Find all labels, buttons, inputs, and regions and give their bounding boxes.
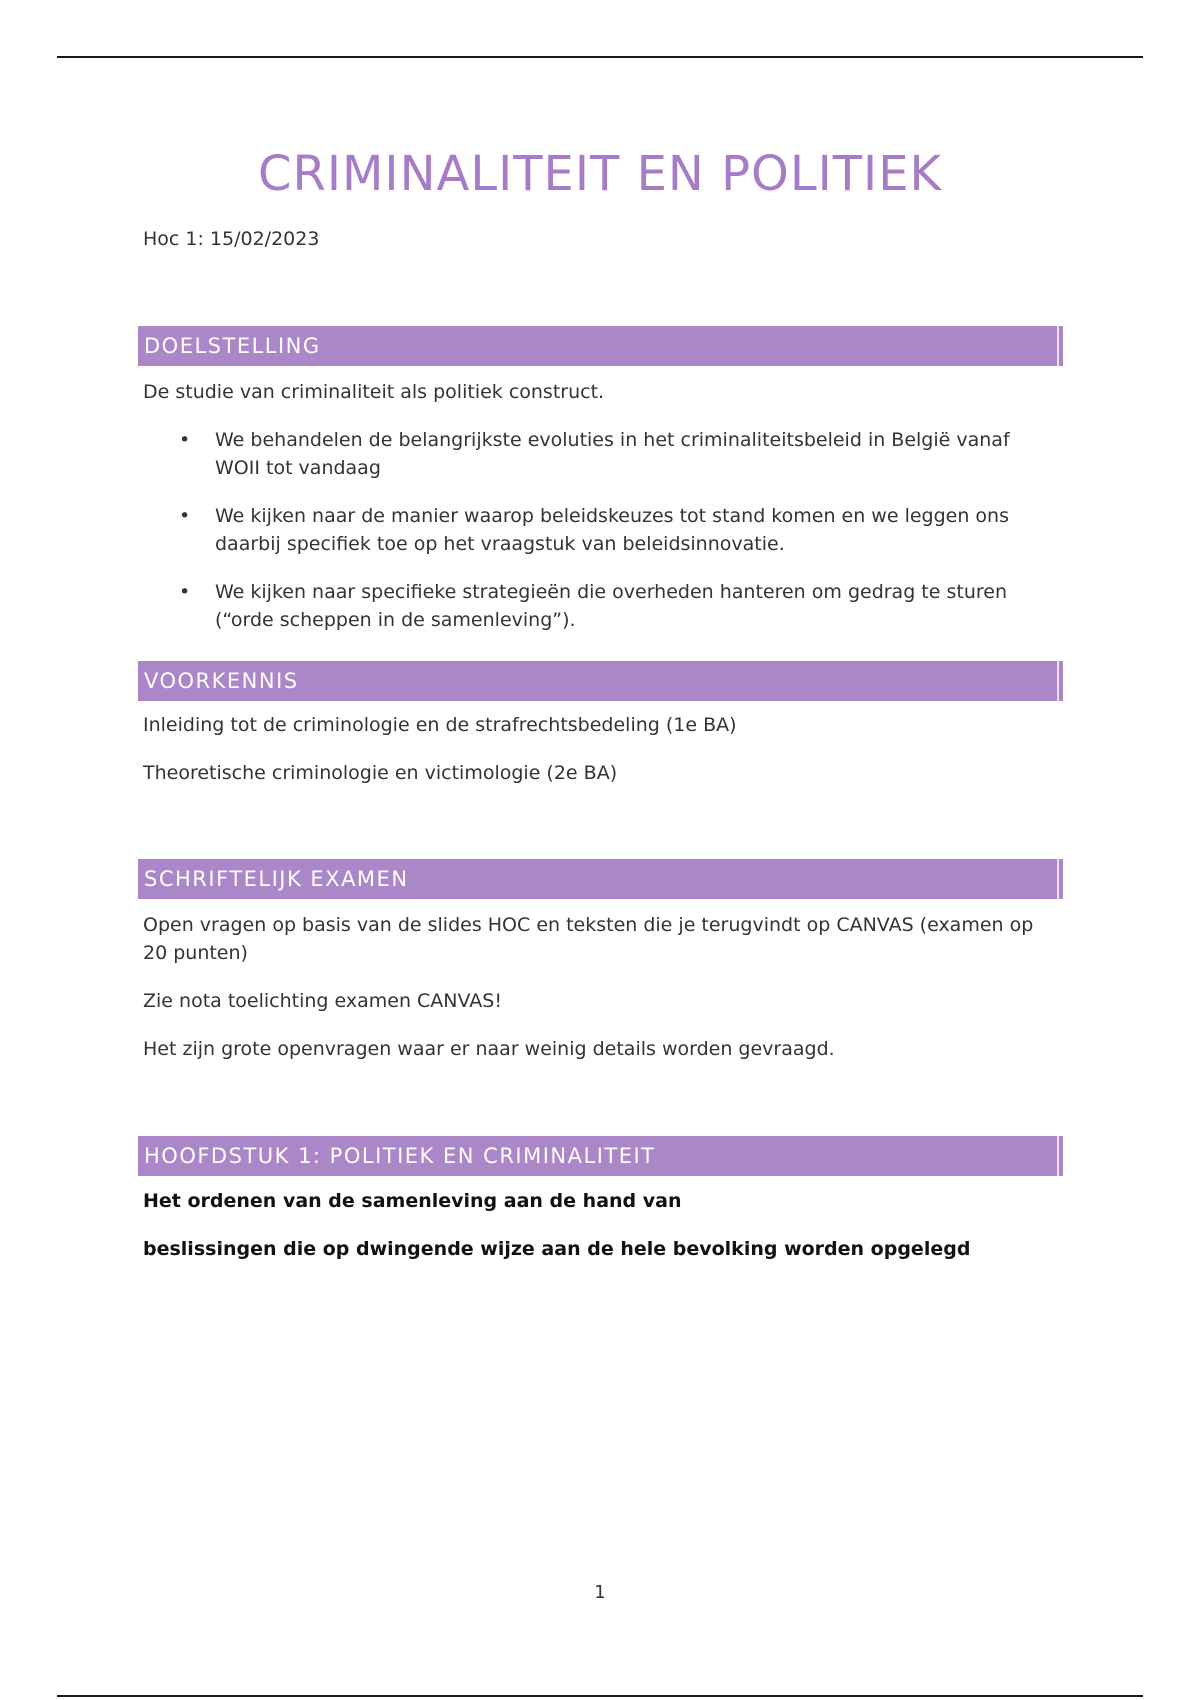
section-heading-doelstelling: DOELSTELLING <box>138 326 1063 366</box>
hoofdstuk-1-line: beslissingen die op dwingende wijze aan de hele bevolking worden opgelegd <box>143 1238 971 1260</box>
doelstelling-intro: De studie van criminaliteit als politiek construct. <box>143 381 605 403</box>
list-item <box>143 502 1043 558</box>
voorkennis-item: Theoretische criminologie en victimologie (2e BA) <box>143 762 618 784</box>
bullet-text: We kijken naar specifieke strategieën die overheden hanteren om gedrag te sturen (“orde scheppen in de samenleving”). <box>215 581 1007 631</box>
hoofdstuk-1-line: Het ordenen van de samenleving aan de hand van <box>143 1190 682 1212</box>
voorkennis-item: Inleiding tot de criminologie en de strafrechtsbedeling (1e BA) <box>143 714 737 736</box>
bottom-rule <box>57 1695 1143 1697</box>
examen-item: Zie nota toelichting examen CANVAS! <box>143 990 502 1012</box>
doelstelling-bullet-list <box>143 426 1043 654</box>
bullet-icon: • <box>179 505 191 527</box>
list-item <box>143 426 1043 482</box>
bullet-text: We kijken naar de manier waarop beleidskeuzes tot stand komen en we leggen ons daarbij specifiek toe op het vraagstuk van beleidsinnovatie. <box>215 505 1009 555</box>
bullet-icon: • <box>179 581 191 603</box>
document-title: CRIMINALITEIT EN POLITIEK <box>257 146 942 202</box>
section-heading-voorkennis: VOORKENNIS <box>138 661 1063 701</box>
examen-item: Het zijn grote openvragen waar er naar weinig details worden gevraagd. <box>143 1038 835 1060</box>
bullet-icon: • <box>179 429 191 451</box>
examen-item: Open vragen op basis van de slides HOC en teksten die je terugvindt op CANVAS (examen op 20 punten) <box>143 914 1034 964</box>
top-rule <box>57 56 1143 58</box>
section-heading-hoofdstuk-1: HOOFDSTUK 1: POLITIEK EN CRIMINALITEIT <box>138 1136 1063 1176</box>
section-heading-examen: SCHRIFTELIJK EXAMEN <box>138 859 1063 899</box>
bullet-text: We behandelen de belangrijkste evoluties in het criminaliteitsbeleid in België vanaf WOII tot vandaag <box>215 429 1010 479</box>
list-item <box>143 578 1043 634</box>
page-number: 1 <box>594 1582 606 1603</box>
lecture-date: Hoc 1: 15/02/2023 <box>143 228 320 250</box>
